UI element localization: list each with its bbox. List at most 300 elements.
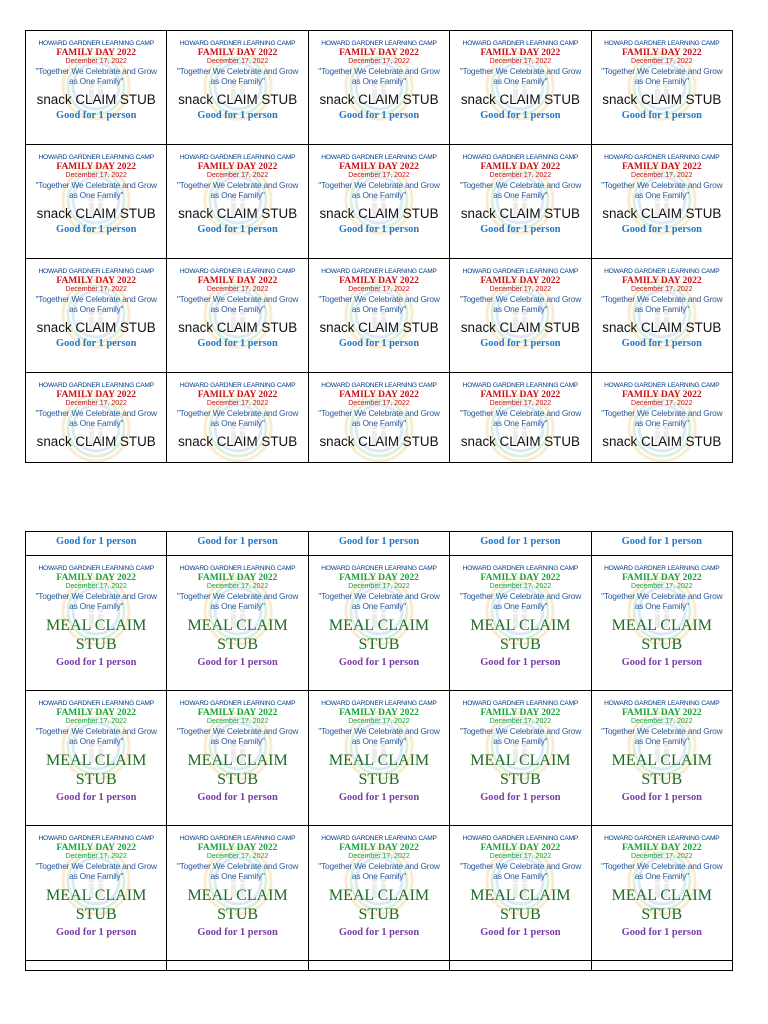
motto-line-2: as One Family" <box>210 76 265 86</box>
motto-line-1: "Together We Celebrate and Grow <box>459 726 582 736</box>
motto-line-1: "Together We Celebrate and Grow <box>176 861 299 871</box>
event-date: December 17, 2022 <box>631 583 693 590</box>
good-for-label: Good for 1 person <box>480 927 561 938</box>
good-for-label: Good for 1 person <box>480 792 561 803</box>
event-date: December 17, 2022 <box>489 286 552 293</box>
event-date: December 17, 2022 <box>631 286 693 293</box>
meal-title-line-1: MEAL CLAIM <box>328 752 430 769</box>
camp-name: HOWARD GARDNER LEARNING CAMP <box>604 154 720 161</box>
motto-line-1: "Together We Celebrate and Grow <box>35 408 157 418</box>
motto-line-2: as One Family" <box>210 190 265 200</box>
event-title: FAMILY DAY 2022 <box>56 708 137 718</box>
snack-claim-stub <box>450 31 591 145</box>
motto-line-2: as One Family" <box>351 601 407 611</box>
camp-name: HOWARD GARDNER LEARNING CAMP <box>38 382 154 389</box>
meal-title-line-1: MEAL CLAIM <box>611 887 712 904</box>
snack-claim-stub <box>26 259 167 373</box>
motto-line-1: "Together We Celebrate and Grow <box>176 726 299 736</box>
event-title: FAMILY DAY 2022 <box>339 843 419 853</box>
event-date: December 17, 2022 <box>206 58 269 65</box>
meal-stub-title <box>309 616 449 654</box>
camp-name: HOWARD GARDNER LEARNING CAMP <box>321 154 437 161</box>
good-for-label: Good for 1 person <box>480 657 561 668</box>
meal-claim-stub <box>450 556 591 691</box>
event-motto <box>167 861 307 881</box>
camp-name: HOWARD GARDNER LEARNING CAMP <box>462 268 579 275</box>
motto-line-2: as One Family" <box>493 736 548 746</box>
event-title: FAMILY DAY 2022 <box>339 48 419 58</box>
event-motto <box>450 726 590 746</box>
event-title: FAMILY DAY 2022 <box>56 48 137 58</box>
camp-name: HOWARD GARDNER LEARNING CAMP <box>462 40 579 47</box>
snack-stub-title: snack CLAIM STUB <box>36 434 156 449</box>
motto-line-2: as One Family" <box>210 601 265 611</box>
meal-title-line-2: STUB <box>499 906 541 923</box>
good-for-label: Good for 1 person <box>338 110 420 121</box>
motto-line-2: as One Family" <box>69 304 124 314</box>
meal-claim-stub <box>309 556 450 691</box>
event-date: December 17, 2022 <box>489 58 552 65</box>
event-date: December 17, 2022 <box>206 286 269 293</box>
camp-name: HOWARD GARDNER LEARNING CAMP <box>321 700 437 707</box>
motto-line-1: "Together We Celebrate and Grow <box>601 66 723 76</box>
meal-claim-stub <box>592 691 733 826</box>
event-title: FAMILY DAY 2022 <box>621 573 702 583</box>
good-for-label: Good for 1 person <box>56 657 137 668</box>
good-for-label: Good for 1 person <box>56 110 137 121</box>
motto-line-2: as One Family" <box>210 304 265 314</box>
snack-stub-sheet <box>25 30 733 463</box>
snack-claim-stub <box>592 259 733 373</box>
event-motto <box>26 591 166 611</box>
event-title: FAMILY DAY 2022 <box>480 573 561 583</box>
meal-title-line-2: STUB <box>217 906 259 923</box>
meal-title-line-2: STUB <box>358 636 400 653</box>
meal-title-line-1: MEAL CLAIM <box>470 752 571 769</box>
meal-claim-stub <box>450 826 591 961</box>
event-title: FAMILY DAY 2022 <box>621 708 702 718</box>
meal-tail-row <box>25 961 733 971</box>
event-motto <box>592 180 732 200</box>
meal-claim-stub <box>592 556 733 691</box>
event-title: FAMILY DAY 2022 <box>197 276 278 286</box>
motto-line-1: "Together We Celebrate and Grow <box>601 408 723 418</box>
meal-title-line-2: STUB <box>75 636 117 653</box>
meal-title-line-2: STUB <box>75 906 117 923</box>
snack-stub-grid <box>25 30 733 463</box>
event-motto <box>26 408 166 428</box>
event-title: FAMILY DAY 2022 <box>56 162 137 172</box>
event-date: December 17, 2022 <box>489 172 552 179</box>
snack-claim-stub <box>309 259 450 373</box>
snack-claim-stub <box>26 31 167 145</box>
camp-name: HOWARD GARDNER LEARNING CAMP <box>321 268 437 275</box>
motto-line-2: as One Family" <box>69 418 124 428</box>
event-date: December 17, 2022 <box>65 583 127 590</box>
meal-title-line-1: MEAL CLAIM <box>470 887 571 904</box>
good-for-label: Good for 1 person <box>56 224 137 235</box>
meal-claim-stub <box>309 691 450 826</box>
camp-name: HOWARD GARDNER LEARNING CAMP <box>179 40 296 47</box>
camp-name: HOWARD GARDNER LEARNING CAMP <box>462 565 579 572</box>
event-date: December 17, 2022 <box>348 286 410 293</box>
snack-stub-title: snack CLAIM STUB <box>319 320 439 335</box>
event-date: December 17, 2022 <box>489 718 552 725</box>
meal-claim-stub <box>26 691 167 826</box>
meal-title-line-2: STUB <box>499 636 541 653</box>
motto-line-1: "Together We Celebrate and Grow <box>459 861 582 871</box>
event-date: December 17, 2022 <box>348 172 410 179</box>
event-title: FAMILY DAY 2022 <box>480 843 561 853</box>
motto-line-1: "Together We Celebrate and Grow <box>35 180 157 190</box>
snack-claim-stub <box>450 373 591 463</box>
motto-line-2: as One Family" <box>634 601 689 611</box>
camp-name: HOWARD GARDNER LEARNING CAMP <box>462 700 579 707</box>
empty-stub-cell <box>309 961 450 971</box>
motto-line-2: as One Family" <box>351 304 407 314</box>
event-motto <box>592 294 732 314</box>
good-for-label: Good for 1 person <box>197 536 278 547</box>
event-motto <box>26 294 166 314</box>
event-motto <box>309 180 449 200</box>
meal-stub-sheet <box>25 531 733 971</box>
meal-title-line-2: STUB <box>358 771 400 788</box>
camp-name: HOWARD GARDNER LEARNING CAMP <box>38 835 154 842</box>
meal-claim-stub <box>309 826 450 961</box>
camp-name: HOWARD GARDNER LEARNING CAMP <box>462 835 579 842</box>
snack-stub-title: snack CLAIM STUB <box>460 92 580 107</box>
snack-claim-stub <box>592 373 733 463</box>
event-motto <box>167 408 307 428</box>
camp-name: HOWARD GARDNER LEARNING CAMP <box>38 268 154 275</box>
good-for-label: Good for 1 person <box>338 536 420 547</box>
camp-name: HOWARD GARDNER LEARNING CAMP <box>604 835 720 842</box>
motto-line-1: "Together We Celebrate and Grow <box>601 180 723 190</box>
event-motto <box>450 861 590 881</box>
snack-claim-stub <box>167 259 308 373</box>
meal-claim-stub <box>26 826 167 961</box>
motto-line-1: "Together We Celebrate and Grow <box>176 180 299 190</box>
motto-line-2: as One Family" <box>493 190 548 200</box>
event-title: FAMILY DAY 2022 <box>56 843 137 853</box>
event-motto <box>592 726 732 746</box>
event-title: FAMILY DAY 2022 <box>197 390 278 400</box>
meal-stub-title <box>26 886 166 924</box>
good-for-label: Good for 1 person <box>56 536 137 547</box>
good-for-label: Good for 1 person <box>621 927 702 938</box>
snack-continuation-row <box>25 531 733 556</box>
event-date: December 17, 2022 <box>631 58 693 65</box>
meal-title-line-2: STUB <box>217 636 259 653</box>
empty-stub-cell <box>592 961 733 971</box>
good-for-label: Good for 1 person <box>480 224 561 235</box>
snack-stub-title: snack CLAIM STUB <box>319 434 439 449</box>
event-title: FAMILY DAY 2022 <box>621 843 702 853</box>
meal-stub-title <box>26 751 166 789</box>
good-for-label: Good for 1 person <box>197 657 278 668</box>
good-for-label: Good for 1 person <box>480 110 561 121</box>
meal-title-line-1: MEAL CLAIM <box>46 887 147 904</box>
camp-name: HOWARD GARDNER LEARNING CAMP <box>179 835 296 842</box>
motto-line-2: as One Family" <box>493 304 548 314</box>
meal-title-line-1: MEAL CLAIM <box>46 752 147 769</box>
event-date: December 17, 2022 <box>206 172 269 179</box>
motto-line-2: as One Family" <box>493 871 548 881</box>
event-title: FAMILY DAY 2022 <box>339 162 419 172</box>
event-title: FAMILY DAY 2022 <box>480 390 561 400</box>
event-motto <box>592 861 732 881</box>
event-motto <box>309 294 449 314</box>
motto-line-2: as One Family" <box>69 601 124 611</box>
camp-name: HOWARD GARDNER LEARNING CAMP <box>321 40 437 47</box>
camp-name: HOWARD GARDNER LEARNING CAMP <box>321 382 437 389</box>
snack-stub-title: snack CLAIM STUB <box>602 434 722 449</box>
event-date: December 17, 2022 <box>631 718 693 725</box>
meal-stub-grid <box>25 556 733 961</box>
motto-line-1: "Together We Celebrate and Grow <box>601 294 723 304</box>
event-title: FAMILY DAY 2022 <box>621 276 702 286</box>
good-for-label: Good for 1 person <box>621 536 702 547</box>
event-title: FAMILY DAY 2022 <box>621 390 702 400</box>
snack-stub-title: snack CLAIM STUB <box>36 320 156 335</box>
camp-name: HOWARD GARDNER LEARNING CAMP <box>38 40 154 47</box>
meal-title-line-2: STUB <box>217 771 259 788</box>
meal-title-line-1: MEAL CLAIM <box>187 752 288 769</box>
meal-claim-stub <box>450 691 591 826</box>
snack-claim-stub <box>26 373 167 463</box>
motto-line-2: as One Family" <box>634 418 689 428</box>
motto-line-2: as One Family" <box>69 736 124 746</box>
camp-name: HOWARD GARDNER LEARNING CAMP <box>179 154 296 161</box>
meal-stub-title <box>450 751 590 789</box>
motto-line-2: as One Family" <box>210 736 265 746</box>
meal-claim-stub <box>167 691 308 826</box>
camp-name: HOWARD GARDNER LEARNING CAMP <box>321 835 437 842</box>
motto-line-1: "Together We Celebrate and Grow <box>35 66 157 76</box>
snack-stub-title: snack CLAIM STUB <box>602 92 722 107</box>
snack-stub-title: snack CLAIM STUB <box>319 206 439 221</box>
meal-title-line-1: MEAL CLAIM <box>328 617 430 634</box>
event-motto <box>167 726 307 746</box>
meal-title-line-1: MEAL CLAIM <box>46 617 147 634</box>
motto-line-1: "Together We Celebrate and Grow <box>601 726 723 736</box>
event-date: December 17, 2022 <box>348 853 410 860</box>
good-for-label: Good for 1 person <box>338 657 420 668</box>
motto-line-2: as One Family" <box>634 76 689 86</box>
snack-stub-continuation <box>450 532 591 556</box>
motto-line-1: "Together We Celebrate and Grow <box>318 408 440 418</box>
meal-title-line-2: STUB <box>75 771 117 788</box>
event-title: FAMILY DAY 2022 <box>56 276 137 286</box>
snack-stub-title: snack CLAIM STUB <box>602 320 722 335</box>
event-motto <box>309 726 449 746</box>
event-motto <box>167 591 307 611</box>
snack-stub-title: snack CLAIM STUB <box>178 320 298 335</box>
event-motto <box>309 861 449 881</box>
event-motto <box>167 294 307 314</box>
snack-stub-title: snack CLAIM STUB <box>36 206 156 221</box>
camp-name: HOWARD GARDNER LEARNING CAMP <box>604 382 720 389</box>
motto-line-2: as One Family" <box>634 736 689 746</box>
camp-name: HOWARD GARDNER LEARNING CAMP <box>38 565 154 572</box>
event-date: December 17, 2022 <box>65 718 127 725</box>
snack-stub-continuation <box>592 532 733 556</box>
camp-name: HOWARD GARDNER LEARNING CAMP <box>604 565 720 572</box>
motto-line-1: "Together We Celebrate and Grow <box>176 294 299 304</box>
event-date: December 17, 2022 <box>348 718 410 725</box>
event-motto <box>26 726 166 746</box>
event-motto <box>592 408 732 428</box>
motto-line-2: as One Family" <box>210 418 265 428</box>
motto-line-1: "Together We Celebrate and Grow <box>601 861 723 871</box>
meal-stub-title <box>592 751 732 789</box>
meal-stub-title <box>450 886 590 924</box>
motto-line-1: "Together We Celebrate and Grow <box>35 861 157 871</box>
motto-line-2: as One Family" <box>69 190 124 200</box>
camp-name: HOWARD GARDNER LEARNING CAMP <box>179 382 296 389</box>
motto-line-2: as One Family" <box>210 871 265 881</box>
motto-line-1: "Together We Celebrate and Grow <box>318 180 440 190</box>
meal-claim-stub <box>592 826 733 961</box>
meal-title-line-2: STUB <box>499 771 541 788</box>
event-date: December 17, 2022 <box>489 853 552 860</box>
camp-name: HOWARD GARDNER LEARNING CAMP <box>179 700 296 707</box>
event-motto <box>26 66 166 86</box>
good-for-label: Good for 1 person <box>621 224 702 235</box>
snack-claim-stub <box>592 145 733 259</box>
meal-stub-title <box>309 751 449 789</box>
camp-name: HOWARD GARDNER LEARNING CAMP <box>179 565 296 572</box>
event-motto <box>167 180 307 200</box>
event-motto <box>309 66 449 86</box>
event-title: FAMILY DAY 2022 <box>197 843 278 853</box>
motto-line-1: "Together We Celebrate and Grow <box>601 591 723 601</box>
event-title: FAMILY DAY 2022 <box>197 162 278 172</box>
camp-name: HOWARD GARDNER LEARNING CAMP <box>179 268 296 275</box>
camp-name: HOWARD GARDNER LEARNING CAMP <box>604 268 720 275</box>
event-title: FAMILY DAY 2022 <box>56 390 137 400</box>
event-title: FAMILY DAY 2022 <box>197 48 278 58</box>
snack-claim-stub <box>309 373 450 463</box>
motto-line-2: as One Family" <box>351 190 407 200</box>
snack-claim-stub <box>167 373 308 463</box>
motto-line-1: "Together We Celebrate and Grow <box>459 408 582 418</box>
meal-stub-title <box>167 616 307 654</box>
event-title: FAMILY DAY 2022 <box>197 573 278 583</box>
event-title: FAMILY DAY 2022 <box>56 573 137 583</box>
motto-line-1: "Together We Celebrate and Grow <box>35 591 157 601</box>
meal-title-line-2: STUB <box>641 636 683 653</box>
meal-stub-title <box>592 616 732 654</box>
good-for-label: Good for 1 person <box>621 792 702 803</box>
good-for-label: Good for 1 person <box>56 927 137 938</box>
event-title: FAMILY DAY 2022 <box>480 162 561 172</box>
snack-stub-title: snack CLAIM STUB <box>319 92 439 107</box>
event-title: FAMILY DAY 2022 <box>480 276 561 286</box>
camp-name: HOWARD GARDNER LEARNING CAMP <box>462 154 579 161</box>
empty-stub-cell <box>167 961 308 971</box>
event-motto <box>450 66 590 86</box>
event-motto <box>450 408 590 428</box>
camp-name: HOWARD GARDNER LEARNING CAMP <box>604 40 720 47</box>
snack-claim-stub <box>450 259 591 373</box>
meal-title-line-1: MEAL CLAIM <box>187 617 288 634</box>
camp-name: HOWARD GARDNER LEARNING CAMP <box>38 700 154 707</box>
motto-line-1: "Together We Celebrate and Grow <box>318 66 440 76</box>
event-date: December 17, 2022 <box>348 583 410 590</box>
good-for-label: Good for 1 person <box>338 792 420 803</box>
empty-stub-cell <box>26 961 167 971</box>
snack-claim-stub <box>167 31 308 145</box>
meal-title-line-1: MEAL CLAIM <box>187 887 288 904</box>
event-date: December 17, 2022 <box>206 718 269 725</box>
good-for-label: Good for 1 person <box>480 338 561 349</box>
good-for-label: Good for 1 person <box>480 536 561 547</box>
event-motto <box>450 591 590 611</box>
good-for-label: Good for 1 person <box>197 338 278 349</box>
snack-stub-title: snack CLAIM STUB <box>460 206 580 221</box>
meal-stub-title <box>167 886 307 924</box>
good-for-label: Good for 1 person <box>197 110 278 121</box>
snack-claim-stub <box>309 31 450 145</box>
motto-line-1: "Together We Celebrate and Grow <box>318 591 440 601</box>
event-date: December 17, 2022 <box>65 286 127 293</box>
meal-claim-stub <box>26 556 167 691</box>
event-title: FAMILY DAY 2022 <box>339 573 419 583</box>
event-date: December 17, 2022 <box>65 58 127 65</box>
camp-name: HOWARD GARDNER LEARNING CAMP <box>462 382 579 389</box>
snack-stub-title: snack CLAIM STUB <box>178 206 298 221</box>
meal-claim-stub <box>167 556 308 691</box>
camp-name: HOWARD GARDNER LEARNING CAMP <box>321 565 437 572</box>
event-date: December 17, 2022 <box>489 400 552 407</box>
event-title: FAMILY DAY 2022 <box>339 390 419 400</box>
event-title: FAMILY DAY 2022 <box>480 708 561 718</box>
good-for-label: Good for 1 person <box>56 792 137 803</box>
event-title: FAMILY DAY 2022 <box>197 708 278 718</box>
snack-claim-stub <box>167 145 308 259</box>
meal-stub-title <box>450 616 590 654</box>
event-date: December 17, 2022 <box>631 400 693 407</box>
good-for-label: Good for 1 person <box>197 927 278 938</box>
good-for-label: Good for 1 person <box>197 792 278 803</box>
motto-line-2: as One Family" <box>351 76 407 86</box>
motto-line-1: "Together We Celebrate and Grow <box>459 591 582 601</box>
motto-line-1: "Together We Celebrate and Grow <box>459 294 582 304</box>
event-date: December 17, 2022 <box>206 583 269 590</box>
camp-name: HOWARD GARDNER LEARNING CAMP <box>604 700 720 707</box>
meal-stub-title <box>26 616 166 654</box>
event-motto <box>309 591 449 611</box>
event-motto <box>167 66 307 86</box>
meal-stub-title <box>592 886 732 924</box>
event-date: December 17, 2022 <box>631 172 693 179</box>
meal-title-line-1: MEAL CLAIM <box>611 617 712 634</box>
event-motto <box>450 294 590 314</box>
meal-stub-title <box>309 886 449 924</box>
empty-stub-cell <box>450 961 591 971</box>
snack-stub-title: snack CLAIM STUB <box>460 434 580 449</box>
meal-claim-stub <box>167 826 308 961</box>
motto-line-2: as One Family" <box>493 601 548 611</box>
motto-line-2: as One Family" <box>69 871 124 881</box>
snack-stub-title: snack CLAIM STUB <box>178 92 298 107</box>
good-for-label: Good for 1 person <box>338 224 420 235</box>
snack-stub-continuation <box>26 532 167 556</box>
good-for-label: Good for 1 person <box>56 338 137 349</box>
meal-title-line-2: STUB <box>641 906 683 923</box>
good-for-label: Good for 1 person <box>338 927 420 938</box>
